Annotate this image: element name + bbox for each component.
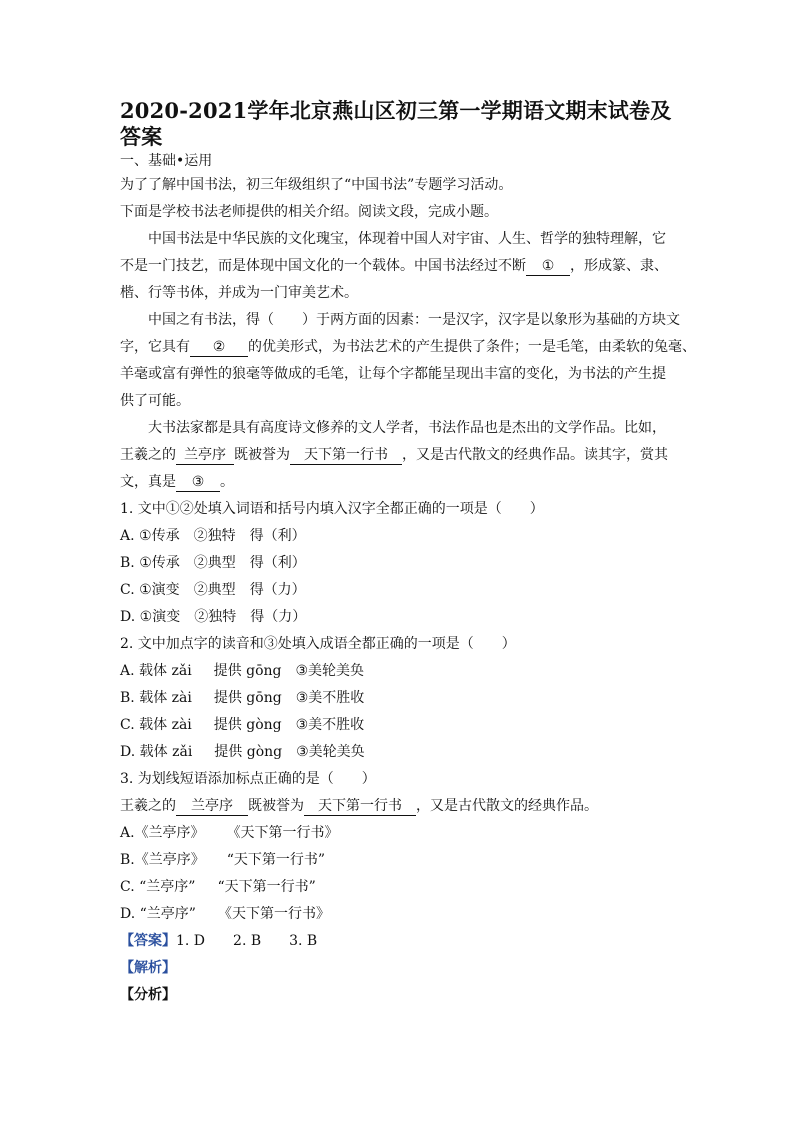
q1-option-b	[120, 550, 680, 577]
para3-text-b2: 既被誉为	[234, 447, 290, 463]
q3-underlined-tianxia: 天下第一行书	[304, 797, 416, 816]
q2-option-a	[120, 658, 680, 685]
q2-option-d	[120, 739, 680, 766]
para2-line-3: 羊毫或富有弹性的狼毫等做成的毛笔，让每个字都能呈现出丰富的变化，为书法的产生提	[120, 366, 666, 382]
option-part-b: 提供 gòng	[214, 744, 283, 760]
q3-text-s1: 王羲之的	[120, 798, 176, 814]
para1-text-b: 不是一门技艺，而是体现中国文化的一个载体。中国书法经过不断	[120, 258, 526, 274]
para3-line-2	[120, 442, 680, 469]
answer-line	[120, 928, 680, 955]
para1-line-3: 楷、行等书体，并成为一门审美艺术。	[120, 285, 358, 301]
q3-option-b	[120, 847, 680, 874]
para3-text-b1: 王羲之的	[120, 447, 176, 463]
q3-text-s2: 既被誉为	[248, 798, 304, 814]
para3-line-3	[120, 469, 680, 496]
option-label: B.	[120, 555, 135, 571]
option-part-a: ①传承	[139, 555, 180, 571]
analysis-tag: 【解析】	[120, 960, 176, 976]
q2-option-c	[120, 712, 680, 739]
option-part-c: ③美轮美奂	[296, 744, 365, 760]
option-part-b: “天下第一行书”	[226, 852, 326, 868]
para3-line-1: 大书法家都是具有高度诗文修养的文人学者，书法作品也是杰出的文学作品。比如，	[148, 420, 666, 436]
option-part-a: 《兰亭序》	[134, 825, 205, 841]
q3-option-a	[120, 820, 680, 847]
q3-sentence	[120, 793, 680, 820]
q3-option-d	[120, 901, 680, 928]
option-part-c: ③美轮美奂	[295, 663, 365, 679]
para2-text-b: 字，它具有	[120, 339, 190, 355]
option-label: C.	[120, 717, 135, 733]
option-part-c: ③美不胜收	[295, 690, 365, 706]
option-part-b: 《天下第一行书》	[217, 906, 330, 922]
option-part-a: ①演变	[139, 609, 181, 625]
analysis-line	[120, 955, 680, 982]
section-heading: 一、基础•运用	[120, 153, 213, 169]
blank-2: ②	[190, 338, 248, 357]
option-part-a: 载体 zài	[139, 690, 192, 706]
q1-option-a	[120, 523, 680, 550]
underlined-lantingxu: 兰亭序	[176, 446, 234, 465]
option-part-c: 得（力）	[250, 609, 307, 625]
option-part-c: 得（利）	[249, 555, 306, 571]
para3-text-b3: ，又是古代散文的经典作品。读其字，赏其	[402, 447, 668, 463]
option-part-b: ②独特	[193, 528, 236, 544]
option-part-a: 载体 zǎi	[139, 663, 192, 679]
q1-option-c	[120, 577, 680, 604]
option-label: A.	[120, 825, 135, 841]
blank-3: ③	[176, 473, 220, 492]
option-part-c: ③美不胜收	[295, 717, 365, 733]
blank-1: ①	[526, 257, 570, 276]
q3-underlined-lantingxu: 兰亭序	[176, 797, 248, 816]
option-part-b: 提供 gòng	[213, 717, 282, 733]
q3-option-c	[120, 874, 680, 901]
option-part-b: ②典型	[193, 582, 236, 598]
para1-text-c: ，形成篆、隶、	[570, 258, 668, 274]
para2-line-4: 供了可能。	[120, 393, 190, 409]
intro-line-2: 下面是学校书法老师提供的相关介绍。阅读文段，完成小题。	[120, 204, 498, 220]
option-part-a: 《兰亭序》	[134, 852, 205, 868]
option-label: B.	[120, 690, 135, 706]
q2-option-b	[120, 685, 680, 712]
q1-option-d	[120, 604, 680, 631]
option-label: A.	[120, 663, 135, 679]
option-part-b: 《天下第一行书》	[226, 825, 339, 841]
para3-text-c2: 。	[220, 474, 234, 490]
option-part-b: “天下第一行书”	[217, 879, 316, 895]
para2-line-1: 中国之有书法，得（ ）于两方面的因素：一是汉字，汉字是以象形为基础的方块文	[148, 312, 680, 328]
answer-text: 1. D 2. B 3. B	[176, 933, 318, 949]
option-part-a: 载体 zǎi	[139, 744, 193, 760]
q3-stem: 3. 为划线短语添加标点正确的是（ ）	[120, 771, 376, 787]
option-part-b: 提供 gōng	[213, 690, 282, 706]
option-label: A.	[120, 528, 135, 544]
q2-stem: 2. 文中加点字的读音和③处填入成语全都正确的一项是（ ）	[120, 636, 516, 652]
document-title: 2020-2021学年北京燕山区初三第一学期语文期末试卷及答案	[120, 98, 672, 149]
option-part-b: ②独特	[194, 609, 237, 625]
option-label: B.	[120, 852, 135, 868]
option-label: C.	[120, 582, 135, 598]
option-part-b: 提供 gōng	[213, 663, 282, 679]
q3-text-s3: ，又是古代散文的经典作品。	[416, 798, 598, 814]
option-part-a: 载体 zài	[139, 717, 192, 733]
option-label: D.	[120, 609, 136, 625]
option-part-c: 得（利）	[249, 528, 306, 544]
para2-text-c: 的优美形式，为书法艺术的产生提供了条件；一是毛笔，由柔软的兔毫、	[248, 339, 696, 355]
option-label: D.	[120, 906, 136, 922]
option-part-a: ①传承	[139, 528, 180, 544]
intro-line-1: 为了了解中国书法，初三年级组织了“中国书法”专题学习活动。	[120, 177, 513, 193]
option-label: D.	[120, 744, 136, 760]
fenxi-line: 【分析】	[120, 987, 176, 1003]
option-part-c: 得（力）	[249, 582, 306, 598]
option-part-a: “兰亭序”	[139, 879, 196, 895]
underlined-tianxia: 天下第一行书	[290, 446, 402, 465]
para3-text-c1: 文，真是	[120, 474, 176, 490]
para1-line-2	[120, 253, 680, 280]
option-part-b: ②典型	[193, 555, 236, 571]
q1-stem: 1. 文中①②处填入词语和括号内填入汉字全都正确的一项是（ ）	[120, 501, 544, 517]
option-part-a: ①演变	[139, 582, 180, 598]
para2-line-2	[120, 334, 696, 361]
answer-tag: 【答案】	[120, 933, 176, 949]
option-label: C.	[120, 879, 135, 895]
option-part-a: “兰亭序”	[139, 906, 196, 922]
document-page	[120, 98, 696, 1009]
para1-line-1: 中国书法是中华民族的文化瑰宝，体现着中国人对宇宙、人生、哲学的独特理解，它	[148, 231, 666, 247]
